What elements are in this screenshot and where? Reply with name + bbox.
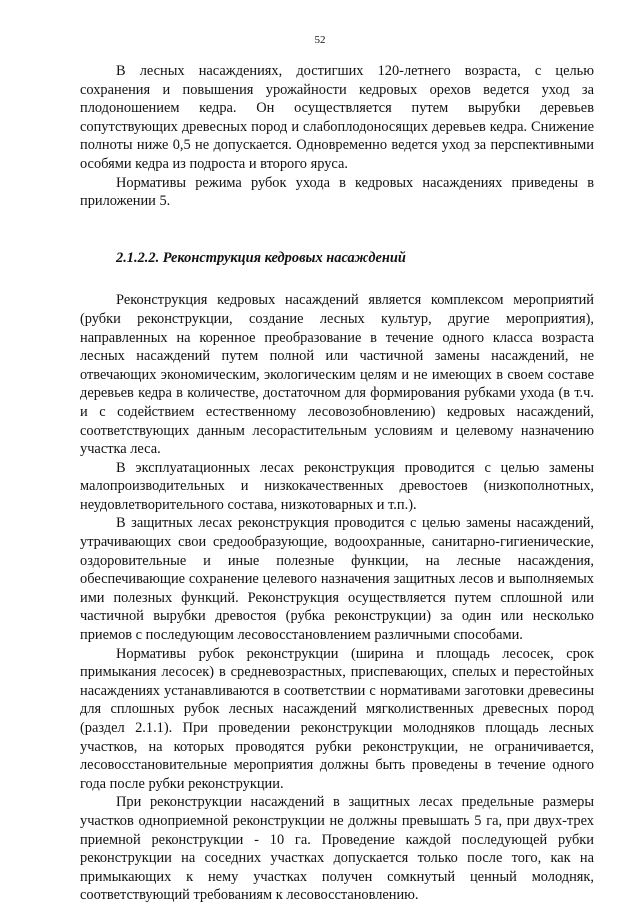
paragraph: Реконструкция кедровых насаждений является комплексом мероприятий (рубки реконструкции, создание лесных культур, другие мероприятия), направленных на коренное преобразование в течение одного класса возраста лесных насаждений путем полной или частичной замены насаждений, не отвечающих экономическим, экологическим целям и не имеющих в своем составе деревьев кедра в количестве, достаточном для формирования рубками ухода (в т.ч. и с содействием естественному лесовозобновлению) кедровых насаждений, соответствующих данным лесорастительным условиям и целевому назначению участка леса. [80, 292, 594, 458]
paragraph: При реконструкции насаждений в защитных лесах предельные размеры участков одноприемной реконструкции не должны превышать 5 га, при двух-трех приемной реконструкции - 10 га. Проведение каждой последующей рубки реконструкции на соседних участках допускается только после того, как на примыкающих к нему участках получен сомкнутый ценный молодняк, соответствующий требованиям к лесовосстановлению. [80, 794, 594, 904]
paragraph: В лесных насаждениях, достигших 120-летнего возраста, с целью сохранения и повышения урожайности кедровых орехов ведется уход за плодоношением кедра. Он осуществляется путем вырубки деревьев сопутствующих древесных пород и слабоплодоносящих деревьев кедра. Снижение полноты ниже 0,5 не допускается. Одновременно ведется уход за перспективными особями кедра из подроста и второго яруса. [80, 63, 594, 172]
paragraph: Нормативы рубок реконструкции (ширина и площадь лесосек, срок примыкания лесосек) в средневозрастных, приспевающих, спелых и перестойных насаждениях устанавливаются в соответствии с нормативами заготовки древесины для сплошных рубок лесных насаждений мягколиственных древесных пород (раздел 2.1.1). При проведении реконструкции молодняков площадь лесных участков, на которых проводятся рубки реконструкции, не ограничивается, лесовосстановительные мероприятия должны быть проведены в течение одного года после рубки реконструкции. [80, 645, 594, 792]
body-text [80, 62, 594, 905]
page-number: 52 [314, 34, 326, 46]
paragraph: В защитных лесах реконструкция проводится с целью замены насаждений, утрачивающих свои средообразующие, водоохранные, санитарно-гигиенические, оздоровительные и иные полезные функции, на лесные насаждения, обеспечивающие сохранение целевого назначения защитных лесов и выполняемых ими полезных функций. Реконструкция осуществляется путем сплошной или частичной вырубки древостоя (рубка реконструкции) за один или несколько приемов с последующим лесовосстановлением различными способами. [80, 515, 594, 644]
section-heading: 2.1.2.2. Реконструкция кедровых насаждений [116, 249, 406, 266]
paragraph: Нормативы режима рубок ухода в кедровых насаждениях приведены в приложении 5. [80, 174, 594, 210]
paragraph: В эксплуатационных лесах реконструкция проводится с целью замены малопроизводительных и низкокачественных древостоев (низкополнотных, неудовлетворительного состава, низкотоварных и т.п.). [80, 459, 594, 513]
